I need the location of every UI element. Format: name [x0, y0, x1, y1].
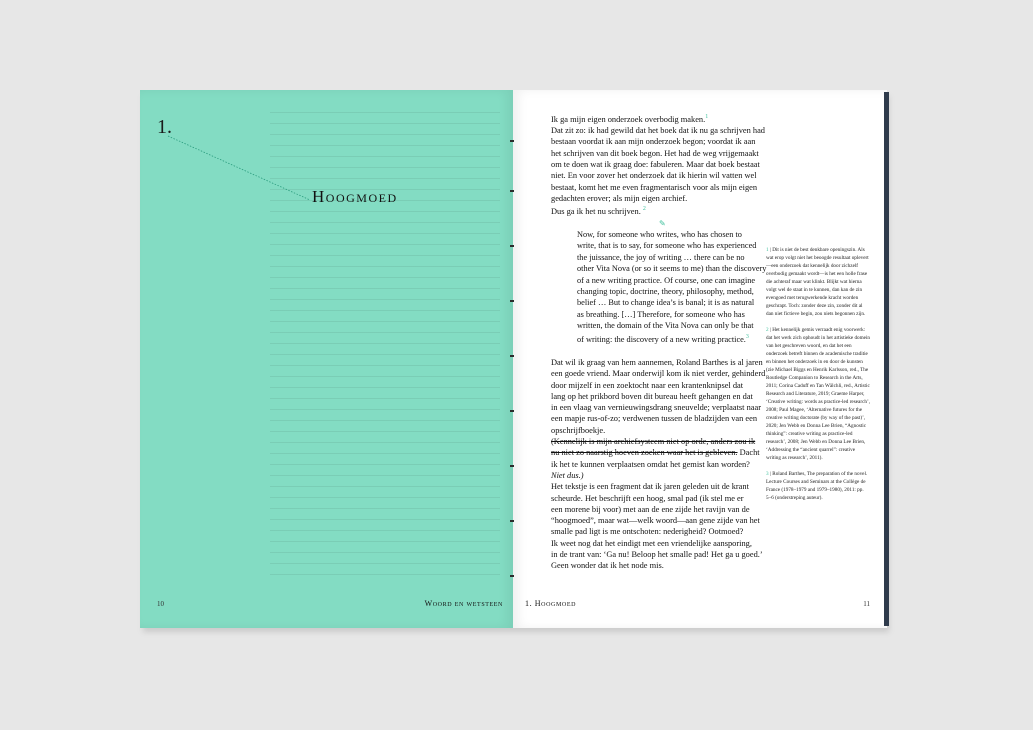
intro-line: om te doen wat ik graag doe: fabuleren. Maar dat boek bestaat: [551, 159, 760, 169]
intro-line: het schrijven van dit boek begon. Het had de weg vrijgemaakt: [551, 148, 759, 158]
quote-line: Now, for someone who writes, who has chosen to: [577, 230, 742, 239]
stitch-mark: [510, 140, 514, 142]
sidenote-number: 2: [766, 327, 769, 333]
intro-line: bestaat, komt het me even fragmentarisch voor als mijn eigen: [551, 182, 758, 192]
note-ref-2: 2: [642, 206, 646, 213]
note-ref-1: 1: [705, 114, 709, 120]
quote-line: of writing: the discovery of a new writing practice.: [577, 334, 746, 344]
body-line: in een vlaag van vernieuwingsdrang sneuvelde; verplaatst naar: [551, 403, 761, 413]
main-paragraph: [551, 357, 766, 572]
quote-line: other Vita Nova (or so it seems to me) than the discovery: [577, 264, 767, 274]
intro-line: Dat zit zo: ik had gewild dat het boek dat ik nu ga schrijven had: [551, 126, 765, 136]
stitch-mark: [510, 410, 514, 412]
body-line: lang op het prikbord boven dit bureau heeft gehangen en dat: [551, 391, 753, 401]
intro-line: bestaan voordat ik aan mijn onderzoek begon; voordat ik aan: [551, 137, 756, 147]
quote-line: changing topic, doctrine, theory, philosophy, method,: [577, 287, 754, 297]
body-line: in de trant van: ‘Ga nu! Beloop het smalle pad! Het ga u goed.’: [551, 550, 763, 560]
page-number-left: 10: [157, 600, 164, 608]
body-line: Geen wonder dat ik het node mis.: [551, 561, 664, 571]
intro-paragraph: [551, 112, 766, 217]
body-line: Ik weet nog dat het eindigt met een vriendelijke aansporing,: [551, 538, 752, 548]
chapter-title: Hoogmoed: [312, 187, 398, 206]
left-page: [140, 90, 513, 628]
stitch-mark: [510, 465, 514, 467]
sidenote-number: 3: [766, 471, 769, 477]
body-line: Dat wil ik graag van hem aannemen, Roland Barthes is al jaren: [551, 358, 763, 367]
body-fragment: Dacht: [737, 448, 760, 458]
stitch-mark: [510, 575, 514, 577]
body-line: Niet dus.): [551, 470, 584, 480]
intro-line: Dus ga ik het nu schrijven.: [551, 206, 641, 216]
quote-pencil-icon: ✎: [659, 219, 666, 228]
sidenote-text: Het kennelijk gemis verraadt enig voorwerk: dat het werk zich ophoudt in het artistieke domein van het geschreven woord, en dat het een onderzoek betreft binnen de academische traditie en binnen het onderzoek in en door de kunsten (zie Michael Biggs en Henrik Karlsson, red., The Routledge Companion to Research in the Arts, 2011; Corina Caduff en Tan Wälchli, red., Artistic Research and Literature, 2019; Graeme Harper, ‘Creative writing: words as practice-led research’, 2008; Paul Magee, ‘Alternative futures for the creative writing doctorate (by way of the past)’, 2020; Jen Webb en Donna Lee Brien, “Agnostic thinking”: creative writing as practice-led research’, 2008; Jen Webb en Donna Lee Brien, ‘Addressing the “ancient quarrel”: creative writing as research’, 2011).: [766, 327, 871, 461]
intro-line: gedachten erover; als mijn eigen archief.: [551, 193, 688, 203]
sidenote-number: 1: [766, 247, 769, 253]
sidenote: 1 | Dit is niet de best denkbare openingszin. Als wat erop volgt niet het beoogde resultaat oplevert—een onderzoek dat kennelijk door zichzelf overbodig gemaakt wordt—is het een holle frase die achteraf maar wat klinkt. Blijkt wat hierna volgt wel de staat in te kunnen, dan kan de zin evengoed met terugwerkende kracht worden geschrapt. Toch: zonder deze zin, zonder dit al dan niet fictieve begin, zou niets begonnen zijn.: [766, 247, 869, 317]
page-number-right: 11: [863, 600, 870, 608]
sidenote-text: Dit is niet de best denkbare openingszin. Als wat erop volgt niet het beoogde resultaat oplevert—een onderzoek dat kennelijk door zichzelf overbodig gemaakt wordt—is het een holle frase die achteraf maar wat klinkt. Blijkt wat hierna volgt wel de staat in te kunnen, dan kan de zin evengoed met terugwerkende kracht worden geschrapt. Toch: zonder deze zin, zonder dit al dan niet fictieve begin, zou niets begonnen zijn.: [766, 247, 869, 317]
body-line: een morene bij voor) met aan de ene zijde het ravijn van de: [551, 504, 750, 514]
stitch-mark: [510, 520, 514, 522]
body-line: een goede vriend. Maar onderwijl kom ik niet verder, gehinderd: [551, 369, 766, 379]
body-line: een mapje rus-of-zo; verdwenen tussen de bladzijden van een: [551, 414, 758, 424]
body-line: smalle pad ligt is me ontschoten: nederigheid? Ootmoed?: [551, 527, 744, 537]
block-quote: [577, 229, 767, 345]
running-head-left: Woord en wetsteen: [424, 599, 503, 608]
struck-line: nu niet zo naarstig hoeven zoeken waar het is gebleven.: [551, 448, 738, 458]
right-page: [513, 90, 887, 628]
running-head-right: 1. Hoogmoed: [525, 599, 577, 608]
sidenotes-column: [766, 246, 870, 510]
stitch-mark: [510, 190, 514, 192]
quote-line: as breathing. […] Therefore, for someone who has: [577, 309, 745, 319]
sidenote: 3 | Roland Barthes, The preparation of the novel. Lecture Courses and Seminars at the Collège de France (1978–1979 and 1979–1980), 2011: pp. 5–6 (onderstreping auteur).: [766, 471, 868, 501]
stitch-mark: [510, 300, 514, 302]
quote-line: written, the domain of the Vita Nova can only be that: [577, 321, 754, 331]
struck-line: (Kennelijk is mijn archiefsysteem niet op orde, anders zou ik: [551, 437, 756, 447]
body-line: “hoogmoed”, maar wat—welk woord—aan gene zijde van het: [551, 516, 760, 526]
body-line: door mijzelf in een zoektocht naar een krantenknipsel dat: [551, 380, 744, 390]
note-ref-3: 3: [745, 333, 749, 340]
stitch-mark: [510, 245, 514, 247]
sidenote-text: Roland Barthes, The preparation of the novel. Lecture Courses and Seminars at the Collège de France (1978–1979 and 1979–1980), 2011: pp. 5–6 (onderstreping auteur).: [766, 471, 868, 501]
quote-line: write, that is to say, for someone who has experienced: [577, 241, 757, 251]
quote-line: of a new writing practice. Of course, one can imagine: [577, 275, 756, 285]
quote-line: belief … But to change idea’s is banal; it is as natural: [577, 298, 755, 308]
back-cover-edge: [884, 92, 889, 626]
intro-line: Ik ga mijn eigen onderzoek overbodig maken.: [551, 114, 706, 124]
stitch-mark: [510, 355, 514, 357]
sidenote: 2 | Het kennelijk gemis verraadt enig voorwerk: dat het werk zich ophoudt in het artistieke domein van het geschreven woord, en dat het een onderzoek betreft binnen de academische traditie en binnen het onderzoek in en door de kunsten (zie Michael Biggs en Henrik Karlsson, red., The Routledge Companion to Research in the Arts, 2011; Corina Caduff en Tan Wälchli, red., Artistic Research and Literature, 2019; Graeme Harper, ‘Creative writing: words as practice-led research’, 2008; Paul Magee, ‘Alternative futures for the creative writing doctorate (by way of the past)’, 2020; Jen Webb en Donna Lee Brien, “Agnostic thinking”: creative writing as practice-led research’, 2008; Jen Webb en Donna Lee Brien, ‘Addressing the “ancient quarrel”: creative writing as research’, 2011).: [766, 327, 871, 461]
chapter-number: 1.: [157, 116, 172, 138]
body-line: scheurde. Het beschrijft een hoog, smal pad (ik stel me er: [551, 493, 744, 503]
dotted-leader-line: [140, 90, 513, 628]
body-line: Het tekstje is een fragment dat ik jaren geleden uit de krant: [551, 482, 749, 492]
quote-line: the juissance, the joy of writing … there can be no: [577, 252, 745, 262]
intro-line: niet. En voor zover het onderzoek dat ik hierin wil vatten wel: [551, 171, 757, 181]
body-line: opschrijfboekje.: [551, 425, 606, 435]
body-line: ik het te kunnen verplaatsen omdat het gemist kan worden?: [551, 459, 750, 469]
